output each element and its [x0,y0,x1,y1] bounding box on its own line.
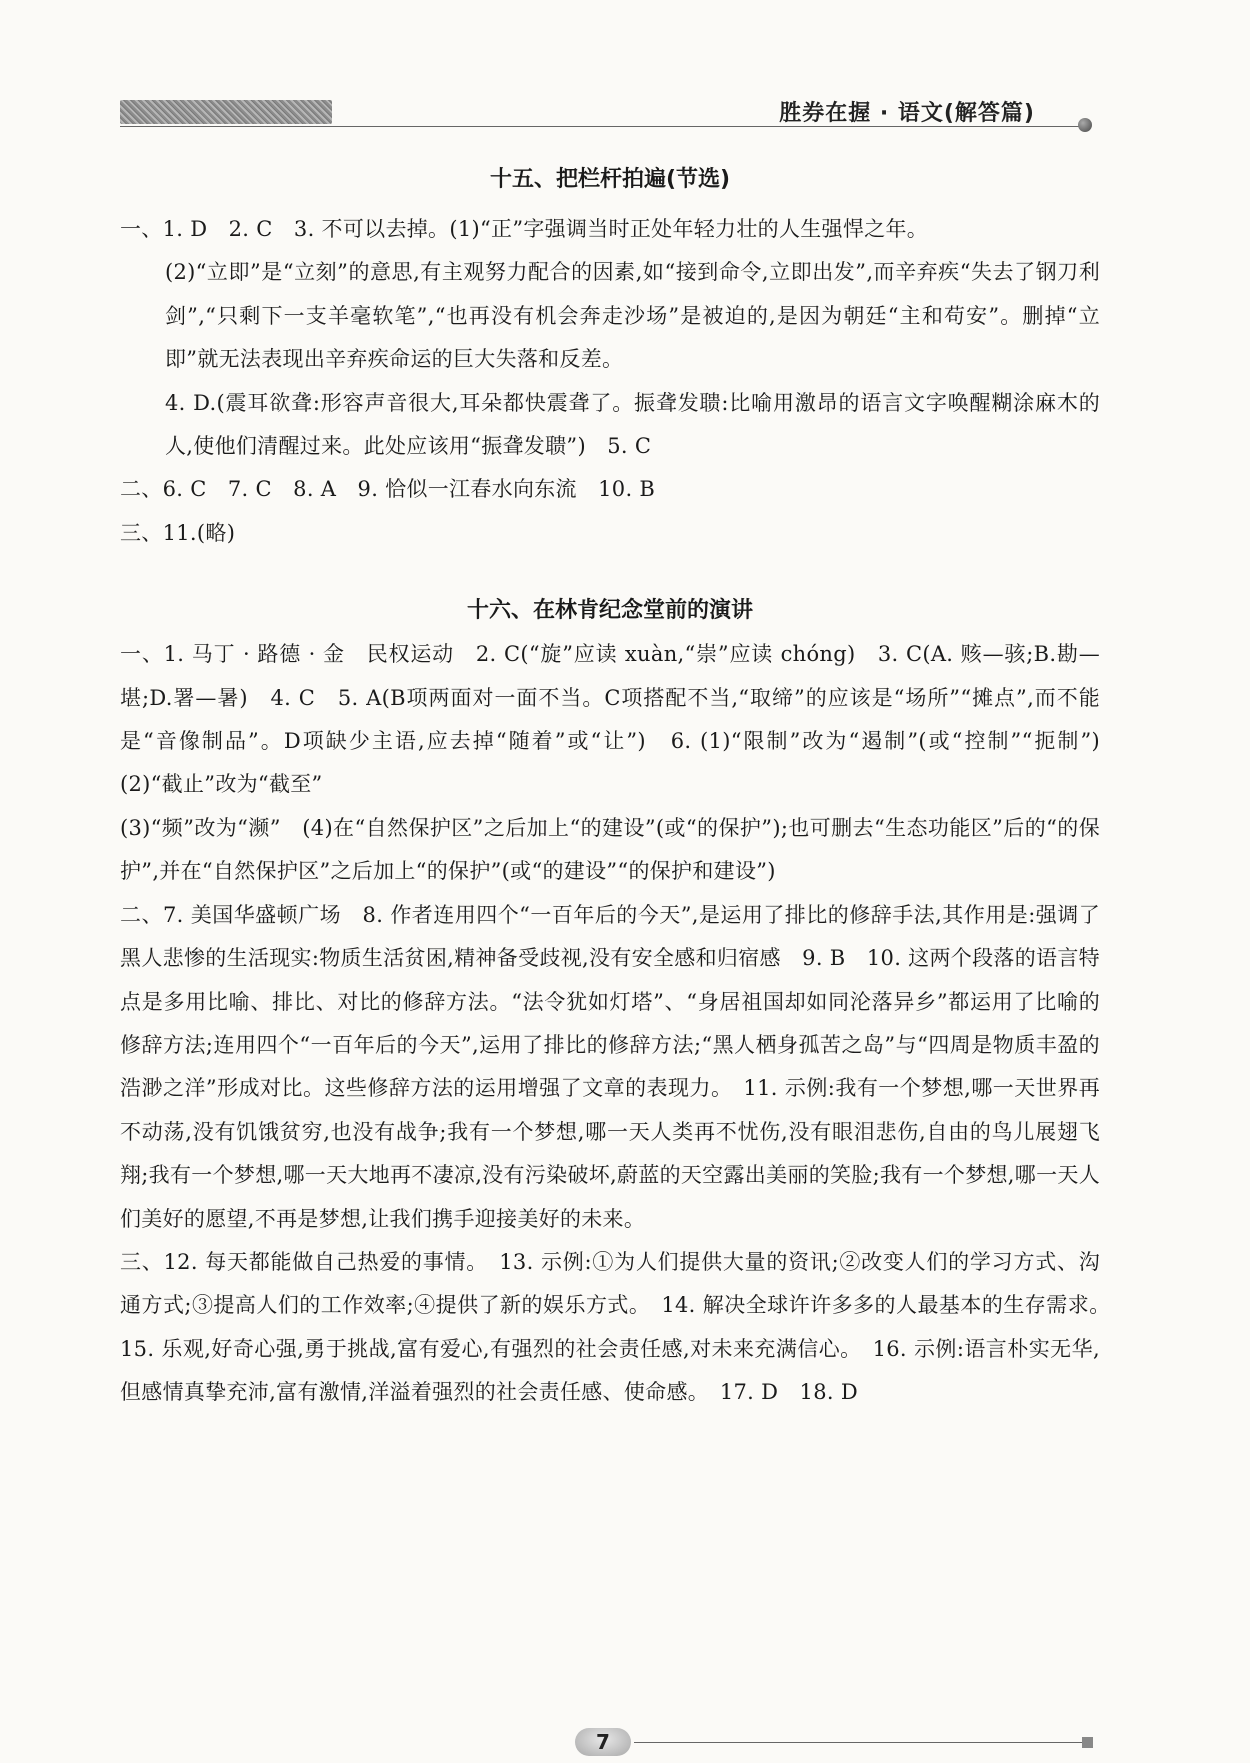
answer-paragraph: 4. D.(震耳欲聋:形容声音很大,耳朵都快震聋了。振聋发聩:比喻用激昂的语言文字唤醒糊涂麻木的人,使他们清醒过来。此处应该用“振聋发聩”) 5. C [165,390,1100,459]
header-title: 胜券在握 · 语文(解答篇) [779,101,1035,126]
header-dot-ornament [1078,118,1092,132]
answer-paragraph: 三、11.(略) [120,520,236,545]
page-number: 7 [575,1728,631,1756]
answer-paragraph: 二、6. C 7. C 8. A 9. 恰似一江春水向东流 10. B [120,477,656,502]
answer-paragraph: 二、7. 美国华盛顿广场 8. 作者连用四个“一百年后的今天”,是运用了排比的修辞手法,其作用是:强调了黑人悲惨的生活现实:物质生活贫困,精神备受歧视,没有安全感和归宿感 9. B 10. 这两个段落的语言特点是多用比喻、排比、对比的修辞方法。“法令犹如灯塔”、“身居祖国却如同沦落异乡”都运用了比喻的修辞方法;连用四个“一百年后的今天”,运用了排比的修辞方法;“黑人栖身孤苦之岛”与“四周是物质丰盈的浩渺之洋”形成对比。这些修辞方法的运用增强了文章的表现力。 11. 示例:我有一个梦想,哪一天世界再不动荡,没有饥饿贫穷,也没有战争;我有一个梦想,哪一天人类再不忧伤,没有眼泪悲伤,自由的鸟儿展翅飞翔;我有一个梦想,哪一天大地再不凄凉,没有污染破坏,蔚蓝的天空露出美丽的笑脸;我有一个梦想,哪一天人们美好的愿望,不再是梦想,让我们携手迎接美好的未来。 [120,902,1100,1231]
section-title: 十六、在林肯纪念堂前的演讲 [466,598,753,624]
answer-content [120,160,1122,1415]
header-decoration [120,100,332,124]
answer-paragraph: (3)“频”改为“濒” (4)在“自然保护区”之后加上“的建设”(或“的保护”);也可删去“生态功能区”后的“的保护”,并在“自然保护区”之后加上“的保护”(或“的建设”“的保护和建设”) [120,815,1100,884]
answer-paragraph: 一、1. D 2. C 3. 不可以去掉。(1)“正”字强调当时正处年轻力壮的人生强悍之年。 [120,217,929,241]
section-title: 十五、把栏杆拍遍(节选) [489,167,731,192]
answer-paragraph: 三、12. 每天都能做自己热爱的事情。 13. 示例:①为人们提供大量的资讯;②改变人们的学习方式、沟通方式;③提高人们的工作效率;④提供了新的娱乐方式。 14. 解决全球许许多多的人最基本的生存需求。 15. 乐观,好奇心强,勇于挑战,富有爱心,有强烈的社会责任感,对未来充满信心。 16. 示例:语言朴实无华,但感情真挚充沛,富有激情,洋溢着强烈的社会责任感、使命感。 17. D 18. D [120,1249,1122,1405]
footer-square-ornament [1082,1737,1093,1748]
answer-paragraph: 一、1. 马丁 · 路德 · 金 民权运动 2. C(“旋”应读 xuàn,“崇”应读 chóng) 3. C(A. 赅—骇;B.勘—堪;D.署—暑) 4. C 5. A(B项两面对一面不当。C项搭配不当,“取缔”的应该是“场所”“摊点”,而不能是“音像制品”。D项缺少主语,应去掉“随着”或“让”) 6. (1)“限制”改为“遏制”(或“控制”“扼制”) (2)“截止”改为“截至” [120,642,1122,797]
footer-rule [634,1742,1084,1743]
answer-paragraph: (2)“立即”是“立刻”的意思,有主观努力配合的因素,如“接到命令,立即出发”,而辛弃疾“失去了钢刀利剑”,“只剩下一支羊毫软笔”,“也再没有机会奔走沙场”是被迫的,是因为朝廷“主和苟安”。删掉“立即”就无法表现出辛弃疾命运的巨大失落和反差。 [165,260,1100,372]
header-rule [120,126,1080,127]
